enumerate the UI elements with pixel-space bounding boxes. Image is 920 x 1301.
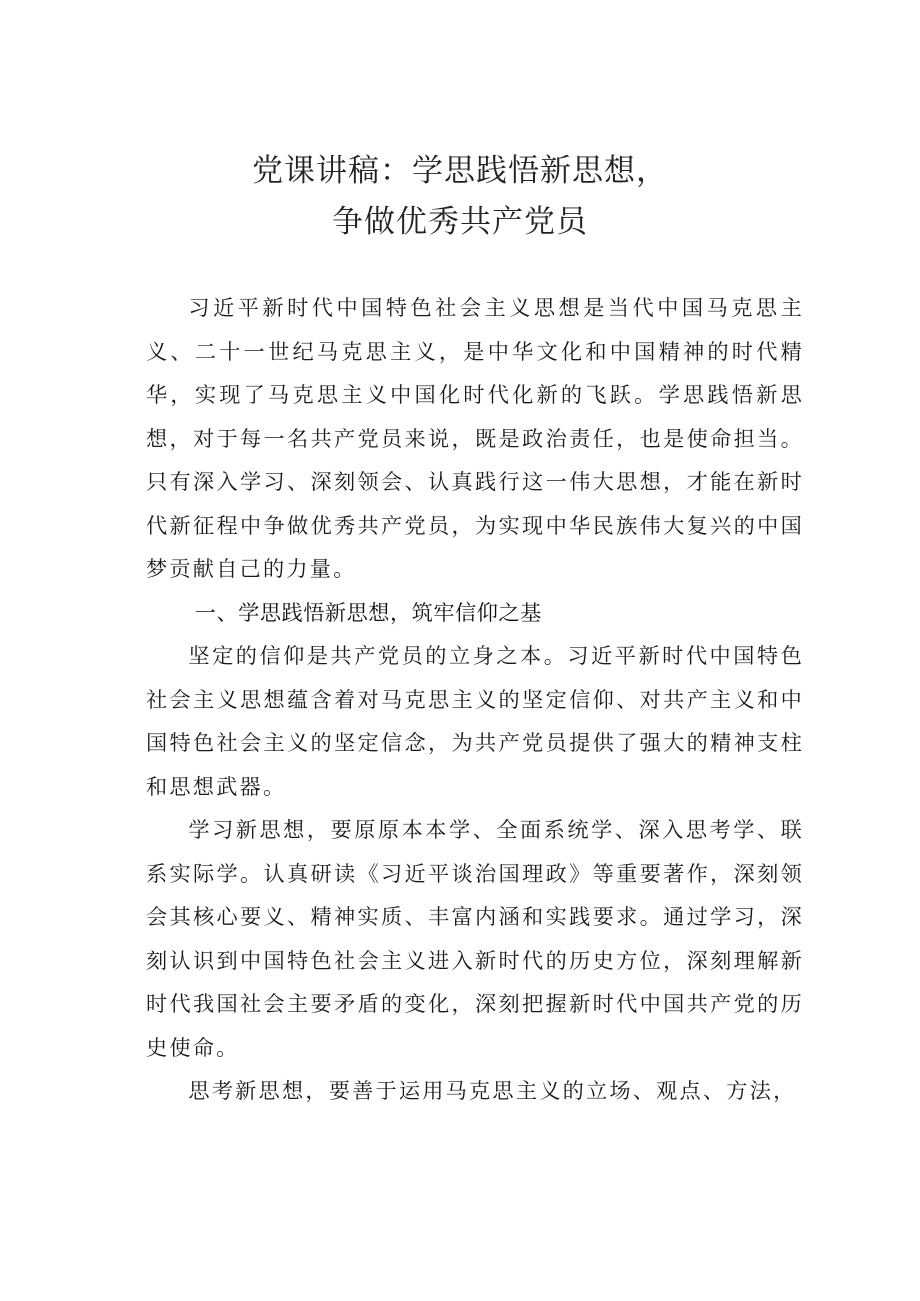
section-paragraph-3: 思考新思想，要善于运用马克思主义的立场、观点、方法， <box>188 1078 797 1103</box>
title-line-2: 争做优秀共产党员 <box>332 204 588 240</box>
intro-paragraph: 习近平新时代中国特色社会主义思想是当代中国马克思主义、二十一世纪马克思主义，是中华文化和中国精神的时代精华，实现了马克思主义中国化时代化新的飞跃。学思践悟新思想，对于每一名共产党员来说，既是政治责任，也是使命担当。只有深入学习、深刻领会、认真践行这一伟大思想，才能在新时代新征程中争做优秀共产党员，为实现中华民族伟大复兴的中国梦贡献自己的力量。 <box>146 295 804 581</box>
section-paragraph-2: 学习新思想，要原原本本学、全面系统学、深入思考学、联系实际学。认真研读《习近平谈治国理政》等重要著作，深刻领会其核心要义、精神实质、丰富内涵和实践要求。通过学习，深刻认识到中国特色社会主义进入新时代的历史方位，深刻理解新时代我国社会主要矛盾的变化，深刻把握新时代中国共产党的历史使命。 <box>146 817 804 1060</box>
document-title <box>0 146 920 248</box>
section-paragraph-1: 坚定的信仰是共产党员的立身之本。习近平新时代中国特色社会主义思想蕴含着对马克思主义的坚定信仰、对共产主义和中国特色社会主义的坚定信念，为共产党员提供了强大的精神支柱和思想武器。 <box>146 643 804 799</box>
section-heading: 一、学思践悟新思想，筑牢信仰之基 <box>194 599 542 625</box>
document-body <box>146 286 804 1113</box>
title-line-1: 党课讲稿：学思践悟新思想， <box>252 153 668 189</box>
